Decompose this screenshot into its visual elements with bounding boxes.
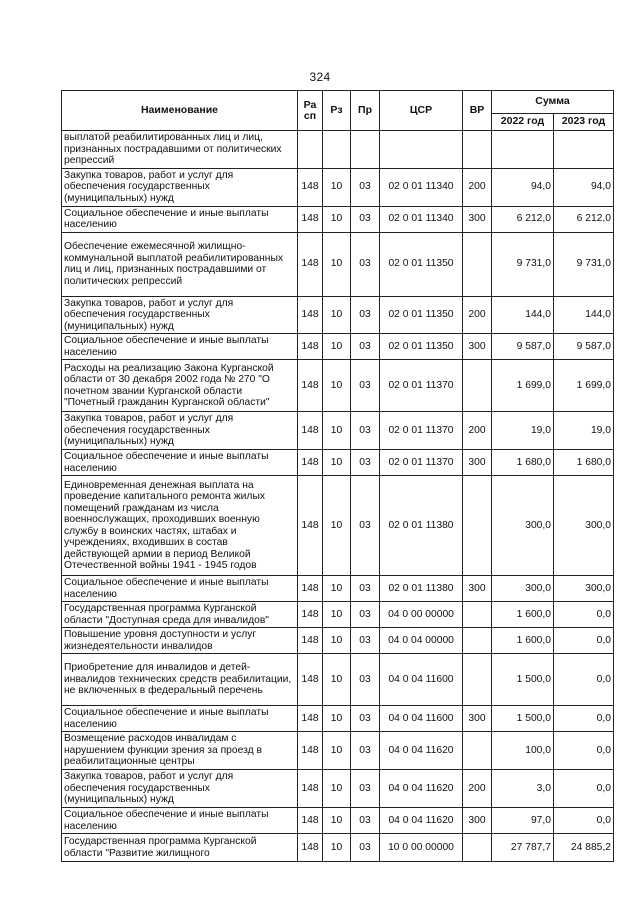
- row-vr: 300: [463, 450, 492, 476]
- row-csr: 10 0 00 00000: [380, 834, 463, 862]
- row-rasp: 148: [298, 808, 323, 834]
- row-amount-2022: 1 500,0: [492, 654, 554, 706]
- row-rasp: 148: [298, 168, 323, 206]
- row-name: Закупка товаров, работ и услуг для обеспечения государственных (муниципальных) нужд: [62, 770, 298, 808]
- row-name: Социальное обеспечение и иные выплаты населению: [62, 576, 298, 602]
- table-body: [62, 131, 614, 862]
- row-rz: 10: [323, 732, 351, 770]
- row-vr: 200: [463, 412, 492, 450]
- row-rasp: 148: [298, 334, 323, 360]
- row-amount-2022: 97,0: [492, 808, 554, 834]
- row-rz: 10: [323, 206, 351, 232]
- row-vr: [463, 654, 492, 706]
- row-csr: 02 0 01 11370: [380, 450, 463, 476]
- table-row: [62, 732, 614, 770]
- row-pr: 03: [351, 412, 380, 450]
- row-amount-2023: 300,0: [554, 476, 614, 576]
- row-amount-2023: 0,0: [554, 602, 614, 628]
- table-row: [62, 206, 614, 232]
- row-csr: 04 0 04 11600: [380, 706, 463, 732]
- header-name: Наименование: [62, 91, 298, 131]
- header-csr: ЦСР: [380, 91, 463, 131]
- table-row: [62, 808, 614, 834]
- row-csr: 04 0 00 00000: [380, 602, 463, 628]
- row-rz: 10: [323, 706, 351, 732]
- row-vr: 200: [463, 770, 492, 808]
- header-2022: 2022 год: [492, 114, 554, 131]
- row-amount-2022: 1 600,0: [492, 602, 554, 628]
- row-rz: 10: [323, 412, 351, 450]
- row-amount-2022: 27 787,7: [492, 834, 554, 862]
- row-amount-2023: 24 885,2: [554, 834, 614, 862]
- row-amount-2023: 144,0: [554, 296, 614, 334]
- row-pr: 03: [351, 808, 380, 834]
- row-vr: 200: [463, 168, 492, 206]
- row-amount-2022: 19,0: [492, 412, 554, 450]
- row-vr: 300: [463, 706, 492, 732]
- row-rasp: 148: [298, 834, 323, 862]
- row-name: Социальное обеспечение и иные выплаты населению: [62, 334, 298, 360]
- row-rasp: 148: [298, 576, 323, 602]
- row-vr: [463, 232, 492, 296]
- row-amount-2022: 1 680,0: [492, 450, 554, 476]
- row-pr: 03: [351, 206, 380, 232]
- row-amount-2022: 9 731,0: [492, 232, 554, 296]
- row-rasp: 148: [298, 232, 323, 296]
- table-row: [62, 334, 614, 360]
- row-rz: 10: [323, 450, 351, 476]
- row-csr: 02 0 01 11340: [380, 206, 463, 232]
- row-vr: [463, 834, 492, 862]
- row-pr: 03: [351, 706, 380, 732]
- header-rasp: Ра сп: [298, 91, 323, 131]
- row-amount-2022: 1 500,0: [492, 706, 554, 732]
- row-rasp: 148: [298, 770, 323, 808]
- row-rasp: 148: [298, 206, 323, 232]
- row-name: Закупка товаров, работ и услуг для обеспечения государственных (муниципальных) нужд: [62, 296, 298, 334]
- row-csr: 02 0 01 11380: [380, 476, 463, 576]
- row-name: Приобретение для инвалидов и детей-инвалидов технических средств реабилитации, не включенных в федеральный перечень: [62, 654, 298, 706]
- row-rz: 10: [323, 770, 351, 808]
- row-rasp: 148: [298, 706, 323, 732]
- row-amount-2022: 9 587,0: [492, 334, 554, 360]
- row-csr: 04 0 04 00000: [380, 628, 463, 654]
- row-amount-2023: 1 699,0: [554, 360, 614, 412]
- row-rasp: 148: [298, 412, 323, 450]
- row-vr: [463, 602, 492, 628]
- row-rz: 10: [323, 476, 351, 576]
- row-csr: 04 0 04 11620: [380, 770, 463, 808]
- header-sum: Сумма: [492, 91, 614, 114]
- page-number: 324: [309, 70, 331, 84]
- header-2023: 2023 год: [554, 114, 614, 131]
- row-amount-2022: [492, 131, 554, 169]
- row-csr: [380, 131, 463, 169]
- row-csr: 04 0 04 11620: [380, 808, 463, 834]
- row-amount-2022: 300,0: [492, 576, 554, 602]
- row-amount-2022: 100,0: [492, 732, 554, 770]
- table-row: [62, 168, 614, 206]
- table-row: [62, 576, 614, 602]
- row-amount-2023: 0,0: [554, 654, 614, 706]
- row-vr: 300: [463, 576, 492, 602]
- row-rz: 10: [323, 602, 351, 628]
- row-amount-2023: 19,0: [554, 412, 614, 450]
- row-rasp: 148: [298, 296, 323, 334]
- row-rasp: 148: [298, 732, 323, 770]
- row-amount-2022: 1 600,0: [492, 628, 554, 654]
- row-rasp: 148: [298, 602, 323, 628]
- table-row: [62, 360, 614, 412]
- table-row: [62, 412, 614, 450]
- header-rz: Рз: [323, 91, 351, 131]
- row-name: Государственная программа Курганской области "Доступная среда для инвалидов": [62, 602, 298, 628]
- row-pr: 03: [351, 450, 380, 476]
- row-amount-2022: 1 699,0: [492, 360, 554, 412]
- row-pr: 03: [351, 654, 380, 706]
- row-csr: 02 0 01 11340: [380, 168, 463, 206]
- row-amount-2023: 0,0: [554, 770, 614, 808]
- row-rz: 10: [323, 296, 351, 334]
- row-amount-2022: 3,0: [492, 770, 554, 808]
- row-pr: 03: [351, 602, 380, 628]
- row-name: Возмещение расходов инвалидам с нарушением функции зрения за проезд в реабилитационные центры: [62, 732, 298, 770]
- table-row: [62, 770, 614, 808]
- row-pr: 03: [351, 834, 380, 862]
- row-name: выплатой реабилитированных лиц и лиц, признанных пострадавшими от политических репрессий: [62, 131, 298, 169]
- row-pr: 03: [351, 628, 380, 654]
- row-csr: 02 0 01 11370: [380, 412, 463, 450]
- row-rasp: 148: [298, 628, 323, 654]
- row-pr: 03: [351, 334, 380, 360]
- table-row: [62, 450, 614, 476]
- table-row: [62, 232, 614, 296]
- row-csr: 04 0 04 11600: [380, 654, 463, 706]
- row-amount-2023: 1 680,0: [554, 450, 614, 476]
- row-vr: 300: [463, 808, 492, 834]
- row-csr: 02 0 01 11350: [380, 334, 463, 360]
- header-pr: Пр: [351, 91, 380, 131]
- row-name: Обеспечение ежемесячной жилищно-коммунальной выплатой реабилитированных лиц и лиц, признанных пострадавшими от политических репрессий: [62, 232, 298, 296]
- row-rasp: 148: [298, 654, 323, 706]
- row-name: Закупка товаров, работ и услуг для обеспечения государственных (муниципальных) нужд: [62, 412, 298, 450]
- row-vr: [463, 360, 492, 412]
- row-csr: 02 0 01 11370: [380, 360, 463, 412]
- row-rz: 10: [323, 654, 351, 706]
- row-rz: [323, 131, 351, 169]
- row-pr: 03: [351, 770, 380, 808]
- row-name: Расходы на реализацию Закона Курганской области от 30 декабря 2002 года № 270 "О почетном звании Курганской области "Почетный гражданин Курганской области": [62, 360, 298, 412]
- row-pr: [351, 131, 380, 169]
- row-rasp: 148: [298, 360, 323, 412]
- row-csr: 02 0 01 11350: [380, 232, 463, 296]
- row-pr: 03: [351, 476, 380, 576]
- row-amount-2023: [554, 131, 614, 169]
- table-row: [62, 654, 614, 706]
- table-row: [62, 706, 614, 732]
- row-amount-2023: 300,0: [554, 576, 614, 602]
- row-name: Единовременная денежная выплата на проведение капитального ремонта жилых помещений гражданам из числа военнослужащих, проходивших военную службу в воинских частях, штабах и учреждениях, входивших в состав действующей армии в период Великой Отечественной войны 1941 - 1945 годов: [62, 476, 298, 576]
- row-rz: 10: [323, 808, 351, 834]
- row-csr: 02 0 01 11350: [380, 296, 463, 334]
- row-amount-2022: 144,0: [492, 296, 554, 334]
- row-rz: 10: [323, 360, 351, 412]
- row-amount-2023: 94,0: [554, 168, 614, 206]
- row-pr: 03: [351, 168, 380, 206]
- row-vr: 300: [463, 334, 492, 360]
- row-pr: 03: [351, 576, 380, 602]
- row-name: Социальное обеспечение и иные выплаты населению: [62, 450, 298, 476]
- row-amount-2023: 0,0: [554, 628, 614, 654]
- table-row: [62, 131, 614, 169]
- row-name: Социальное обеспечение и иные выплаты населению: [62, 706, 298, 732]
- row-pr: 03: [351, 732, 380, 770]
- row-csr: 02 0 01 11380: [380, 576, 463, 602]
- row-rz: 10: [323, 168, 351, 206]
- row-pr: 03: [351, 232, 380, 296]
- row-rasp: 148: [298, 476, 323, 576]
- table-row: [62, 602, 614, 628]
- table-row: [62, 476, 614, 576]
- row-amount-2023: 0,0: [554, 732, 614, 770]
- row-amount-2022: 94,0: [492, 168, 554, 206]
- table-header: [62, 91, 614, 131]
- row-pr: 03: [351, 296, 380, 334]
- row-name: Государственная программа Курганской области "Развитие жилищного: [62, 834, 298, 862]
- row-rasp: [298, 131, 323, 169]
- row-amount-2023: 9 587,0: [554, 334, 614, 360]
- row-rz: 10: [323, 628, 351, 654]
- row-name: Социальное обеспечение и иные выплаты населению: [62, 206, 298, 232]
- budget-table: [61, 90, 614, 862]
- row-vr: [463, 732, 492, 770]
- row-amount-2023: 0,0: [554, 706, 614, 732]
- row-amount-2022: 6 212,0: [492, 206, 554, 232]
- row-amount-2023: 9 731,0: [554, 232, 614, 296]
- row-vr: [463, 476, 492, 576]
- table-row: [62, 628, 614, 654]
- row-amount-2023: 6 212,0: [554, 206, 614, 232]
- row-vr: 300: [463, 206, 492, 232]
- row-vr: 200: [463, 296, 492, 334]
- row-name: Социальное обеспечение и иные выплаты населению: [62, 808, 298, 834]
- row-rz: 10: [323, 576, 351, 602]
- row-amount-2022: 300,0: [492, 476, 554, 576]
- row-rasp: 148: [298, 450, 323, 476]
- row-rz: 10: [323, 334, 351, 360]
- row-name: Повышение уровня доступности и услуг жизнедеятельности инвалидов: [62, 628, 298, 654]
- row-rz: 10: [323, 834, 351, 862]
- row-csr: 04 0 04 11620: [380, 732, 463, 770]
- table-row: [62, 296, 614, 334]
- row-pr: 03: [351, 360, 380, 412]
- header-vr: ВР: [463, 91, 492, 131]
- row-rz: 10: [323, 232, 351, 296]
- table-row: [62, 834, 614, 862]
- row-vr: [463, 131, 492, 169]
- row-name: Закупка товаров, работ и услуг для обеспечения государственных (муниципальных) нужд: [62, 168, 298, 206]
- row-amount-2023: 0,0: [554, 808, 614, 834]
- row-vr: [463, 628, 492, 654]
